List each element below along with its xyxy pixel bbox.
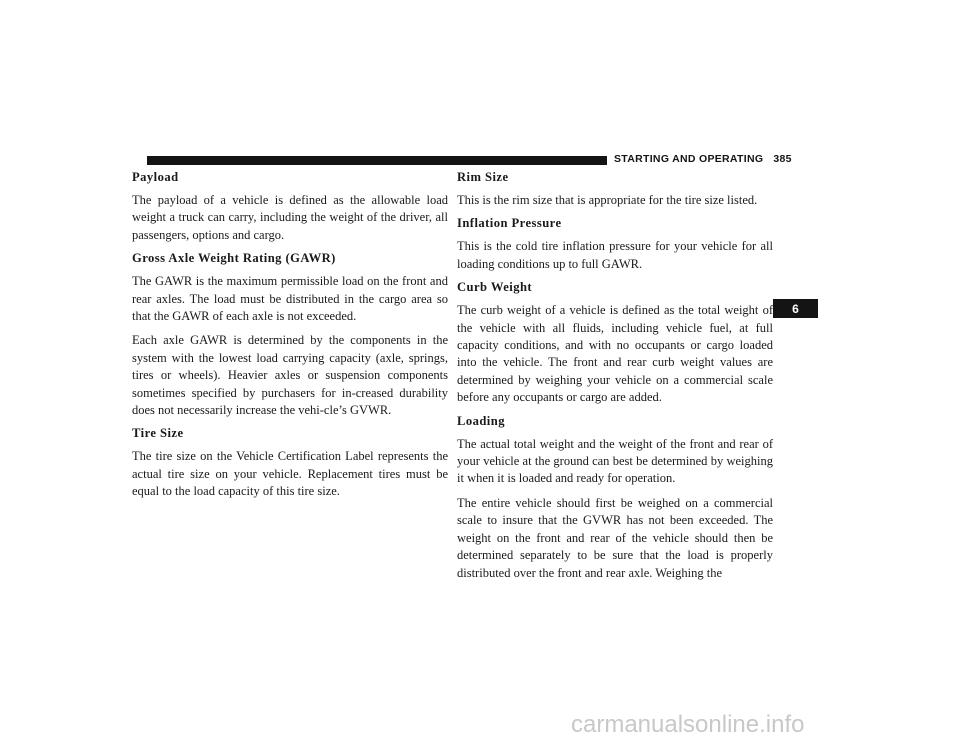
paragraph: The tire size on the Vehicle Certification Label represents the actual tire size on your vehicle. Replacement tires must be equal to the load capacity of this tire size.: [132, 449, 448, 499]
paragraph: The entire vehicle should first be weighed on a commercial scale to insure that the GVWR has not been exceeded. The weight on the front and rear of the vehicle should then be determined separately to be sure that the load is properly distributed over the front and rear axle. Weighing the: [457, 495, 773, 580]
paragraph: The GAWR is the maximum permissible load on the front and rear axles. The load must be distributed in the cargo area so that the GAWR of each axle is not exceeded.: [132, 274, 448, 324]
page-number: 385: [773, 153, 792, 165]
right-column: [457, 170, 773, 589]
heading-loading: Loading: [457, 413, 505, 428]
section-title: STARTING AND OPERATING: [614, 153, 764, 165]
heading-inflation-pressure: Inflation Pressure: [457, 216, 562, 231]
left-column: [132, 170, 448, 508]
running-header: [614, 153, 792, 165]
paragraph: The payload of a vehicle is defined as the allowable load weight a truck can carry, including the weight of the driver, all passengers, options and cargo.: [132, 193, 448, 242]
heading-curb-weight: Curb Weight: [457, 280, 533, 295]
paragraph: The actual total weight and the weight of the front and rear of your vehicle at the ground can best be determined by weighing it when it is loaded and ready for operation.: [457, 436, 773, 486]
paragraph: This is the cold tire inflation pressure for your vehicle for all loading conditions up to full GAWR.: [457, 239, 773, 271]
heading-gawr: Gross Axle Weight Rating (GAWR): [132, 251, 336, 266]
paragraph: The curb weight of a vehicle is defined as the total weight of the vehicle with all fluids, including vehicle fuel, at full capacity conditions, and with no occupants or cargo loaded into the vehicle. The front and rear curb weight values are determined by weighing your vehicle on a commercial scale before any occupants or cargo are added.: [457, 303, 773, 405]
paragraph: Each axle GAWR is determined by the components in the system with the lowest load carrying capacity (axle, springs, tires or wheels). Heavier axles or suspension components sometimes specified by purchasers for in-creased durability does not necessarily increase the vehi-cle’s GVWR.: [132, 333, 448, 418]
heading-payload: Payload: [132, 170, 179, 184]
chapter-tab: 6: [773, 299, 818, 318]
heading-rim-size: Rim Size: [457, 170, 509, 184]
watermark-text: carmanualsonline.info: [571, 711, 805, 738]
heading-tire-size: Tire Size: [132, 426, 184, 441]
header-rule: [147, 156, 607, 165]
paragraph: This is the rim size that is appropriate for the tire size listed.: [457, 193, 758, 207]
